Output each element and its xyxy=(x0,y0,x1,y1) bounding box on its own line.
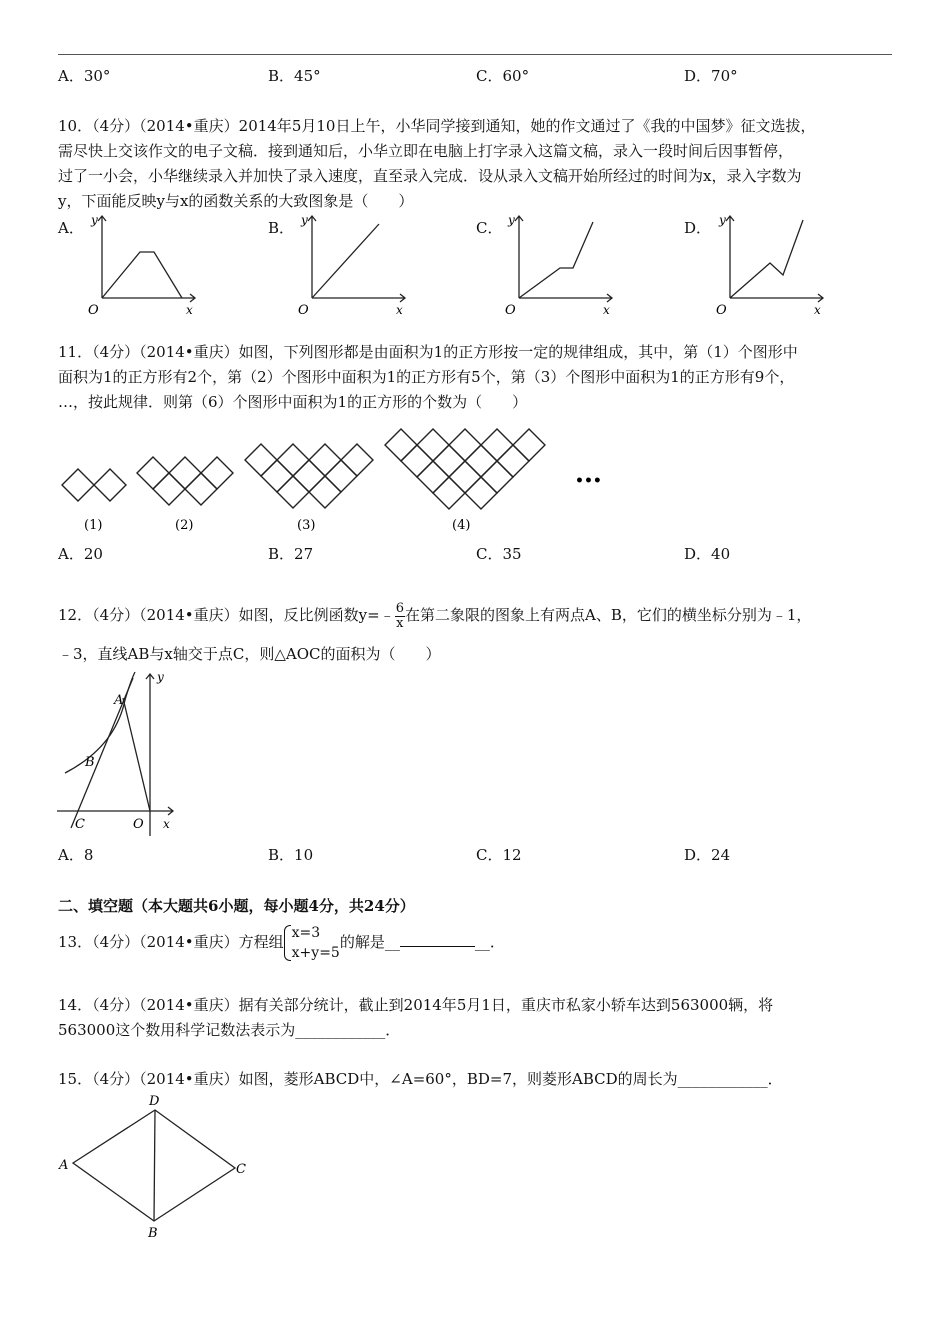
vertex-c-label: C xyxy=(236,1162,246,1177)
q10-line: 需尽快上交该作文的电子文稿．接到通知后，小华立即在电脑上打字录入这篇文稿，录入一段时间后因事暂停， xyxy=(58,142,794,160)
q15-rhombus-figure xyxy=(55,1090,255,1245)
q11-figure-label: (4) xyxy=(452,518,471,533)
q10-graph-d xyxy=(708,208,828,318)
vertex-d-label: D xyxy=(149,1094,160,1109)
q11-option-b[interactable]: B．27 xyxy=(268,545,314,563)
q12-fraction xyxy=(395,602,405,631)
origin-label: O xyxy=(133,817,144,832)
q9-option-c[interactable]: C．60° xyxy=(476,67,530,85)
q10-option-a-label[interactable]: A． xyxy=(58,219,84,237)
q10-graph-b xyxy=(290,208,410,318)
origin-label: O xyxy=(298,303,309,318)
q12-option-d[interactable]: D．24 xyxy=(684,846,731,864)
q10-graph-a xyxy=(80,208,200,318)
q11-line: 面积为1的正方形有2个，第（2）个图形中面积为1的正方形有5个，第（3）个图形中面积为1的正方形有9个， xyxy=(58,368,795,386)
q11-figure-1 xyxy=(62,469,126,501)
q13-blank-pre: __ xyxy=(384,933,400,951)
q10-option-b-label[interactable]: B． xyxy=(268,219,295,237)
q11-figures xyxy=(55,418,615,540)
q13-blank-post: __． xyxy=(474,933,505,951)
q11-figure-3 xyxy=(245,444,373,508)
fraction-numerator: 6 xyxy=(395,600,404,616)
q11-option-c[interactable]: C．35 xyxy=(476,545,522,563)
q11-option-d[interactable]: D．40 xyxy=(684,545,731,563)
q12-option-a[interactable]: A．8 xyxy=(58,846,94,864)
axis-y-label: y xyxy=(91,213,98,227)
q14-stem xyxy=(58,993,898,1043)
q9-option-b[interactable]: B．45° xyxy=(268,67,321,85)
axis-x-label: x xyxy=(396,303,403,317)
q9-option-a[interactable]: A．30° xyxy=(58,67,111,85)
q13-answer-blank[interactable] xyxy=(400,931,475,947)
q10-option-d-label[interactable]: D． xyxy=(684,219,712,237)
q11-figure-2 xyxy=(137,457,233,505)
q12-figure xyxy=(55,668,185,838)
equation-1: x=3 xyxy=(291,925,321,941)
point-c-label: C xyxy=(75,817,85,832)
top-divider xyxy=(58,54,892,55)
q10-stem xyxy=(58,114,898,214)
q12-option-c[interactable]: C．12 xyxy=(476,846,522,864)
section-2-title: 二、填空题（本大题共6小题，每小题4分，共24分） xyxy=(58,897,415,915)
q11-figure-label: (2) xyxy=(175,518,194,533)
q13-text-post: 的解是 xyxy=(339,933,385,951)
q11-option-a[interactable]: A．20 xyxy=(58,545,103,563)
q10-line: y，下面能反映y与x的函数关系的大致图象是（ ） xyxy=(58,192,414,210)
origin-label: O xyxy=(505,303,516,318)
vertex-a-label: A xyxy=(59,1158,69,1173)
axis-x-label: x xyxy=(814,303,821,317)
q12-line-2: ﹣3，直线AB与x轴交于点C，则△AOC的面积为（ ） xyxy=(58,645,441,663)
q14-line: 14．（4分）（2014•重庆）据有关部分统计，截止到2014年5月1日，重庆市私家小轿车达到563000辆，将 xyxy=(58,996,774,1014)
q11-figure-label: (1) xyxy=(84,518,103,533)
axis-y-label: y xyxy=(508,213,515,227)
q9-option-d[interactable]: D．70° xyxy=(684,67,738,85)
q13-text-pre: 13．（4分）（2014•重庆）方程组 xyxy=(58,933,284,951)
q10-graph-c xyxy=(497,208,617,318)
axis-y-label: y xyxy=(157,670,164,684)
q13-line xyxy=(58,918,898,966)
q11-ellipsis: ••• xyxy=(575,473,602,489)
origin-label: O xyxy=(716,303,727,318)
q12-line-1 xyxy=(58,598,898,632)
q10-option-c-label[interactable]: C． xyxy=(476,219,503,237)
axis-y-label: y xyxy=(301,213,308,227)
q11-line: 11．（4分）（2014•重庆）如图，下列图形都是由面积为1的正方形按一定的规律组成，其中，第（1）个图形中 xyxy=(58,343,798,361)
point-a-label: A xyxy=(114,693,124,708)
q14-line: 563000这个数用科学记数法表示为____________． xyxy=(58,1021,401,1039)
q11-figure-label: (3) xyxy=(297,518,316,533)
equation-2: x+y=5 xyxy=(291,945,340,961)
q12-text-post: 在第二象限的图象上有两点A、B，它们的横坐标分别为﹣1， xyxy=(404,606,812,624)
equation-system xyxy=(284,923,340,963)
q11-figure-4 xyxy=(385,429,545,509)
q12-text-pre: 12．（4分）（2014•重庆）如图，反比例函数y=﹣ xyxy=(58,606,395,624)
q11-line: …，按此规律．则第（6）个图形中面积为1的正方形的个数为（ ） xyxy=(58,393,528,411)
q11-stem xyxy=(58,340,898,415)
axis-x-label: x xyxy=(603,303,610,317)
axis-x-label: x xyxy=(163,817,170,831)
q10-line: 10．（4分）（2014•重庆）2014年5月10日上午，小华同学接到通知，她的作文通过了《我的中国梦》征文选拔， xyxy=(58,117,816,135)
q10-line: 过了一小会，小华继续录入并加快了录入速度，直至录入完成．设从录入文稿开始所经过的时间为x，录入字数为 xyxy=(58,167,802,185)
point-b-label: B xyxy=(85,755,95,770)
origin-label: O xyxy=(88,303,99,318)
axis-y-label: y xyxy=(719,213,726,227)
q15-line: 15．（4分）（2014•重庆）如图，菱形ABCD中，∠A=60°，BD=7，则菱形ABCD的周长为____________． xyxy=(58,1070,783,1088)
axis-x-label: x xyxy=(186,303,193,317)
fraction-denominator: x xyxy=(396,615,404,631)
q12-option-b[interactable]: B．10 xyxy=(268,846,314,864)
vertex-b-label: B xyxy=(148,1226,158,1241)
